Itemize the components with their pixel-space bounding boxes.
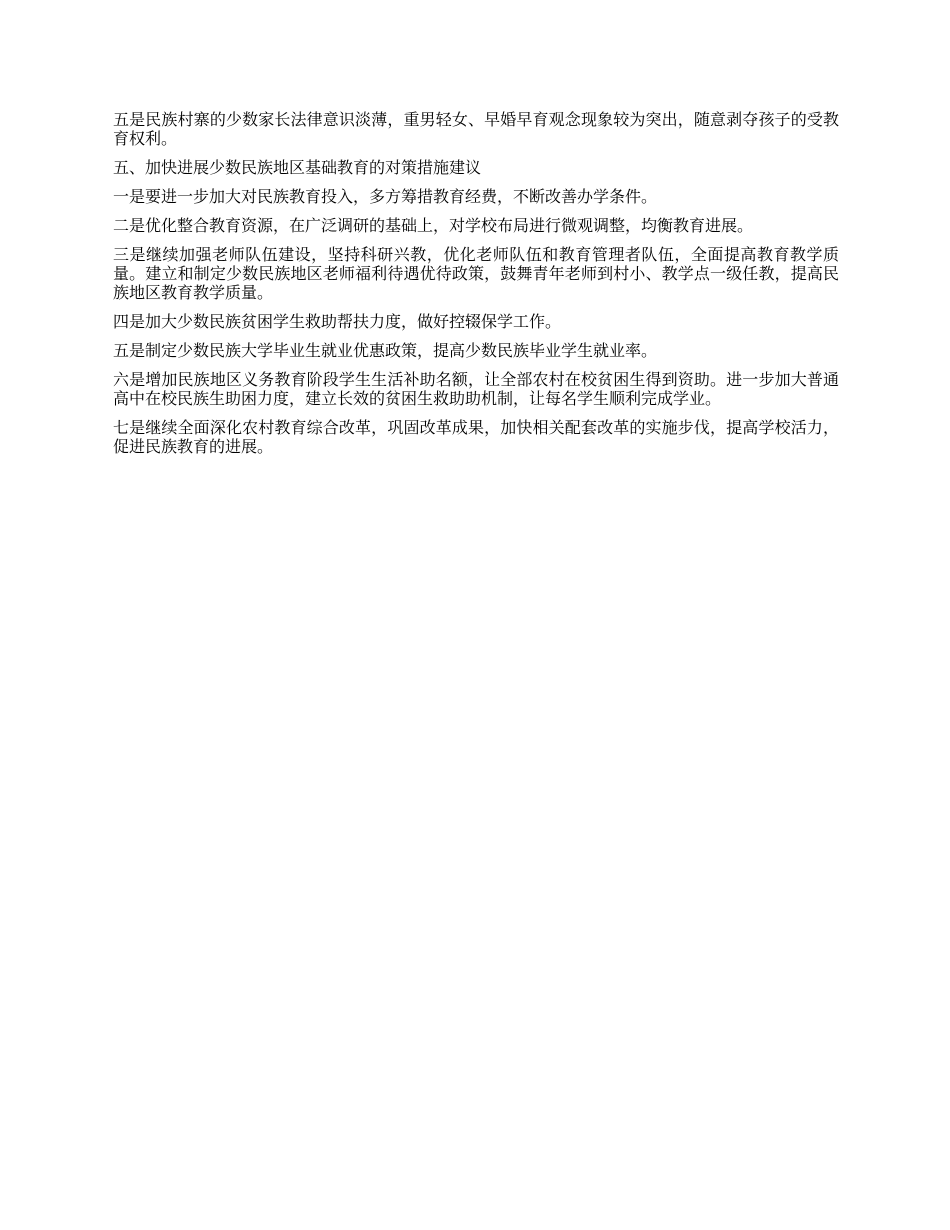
paragraph-graduate-employment: 五是制定少数民族大学毕业生就业优惠政策，提高少数民族毕业学生就业率。 [113, 341, 658, 360]
paragraph-poor-student-aid: 四是加大少数民族贫困学生救助帮扶力度，做好控辍保学工作。 [113, 312, 562, 331]
document-body [113, 110, 839, 466]
section-heading-countermeasures: 五、加快进展少数民族地区基础教育的对策措施建议 [113, 158, 482, 177]
paragraph-parental-awareness: 五是民族村寨的少数家长法律意识淡薄，重男轻女、早婚早育观念现象较为突出，随意剥夺孩子的受教育权利。 [113, 110, 839, 148]
paragraph-teacher-team: 三是继续加强老师队伍建设，坚持科研兴教，优化老师队伍和教育管理者队伍，全面提高教育教学质量。建立和制定少数民族地区老师福利待遇优待政策，鼓舞青年老师到村小、教学点一级任教，提高民族地区教育教学质量。 [113, 245, 839, 302]
paragraph-increase-investment: 一是要进一步加大对民族教育投入，多方筹措教育经费，不断改善办学条件。 [113, 187, 658, 206]
paragraph-optimize-resources: 二是优化整合教育资源，在广泛调研的基础上，对学校布局进行微观调整，均衡教育进展。 [113, 216, 754, 235]
paragraph-living-subsidy: 六是增加民族地区义务教育阶段学生生活补助名额，让全部农村在校贫困生得到资助。进一步加大普通高中在校民族生助困力度，建立长效的贫困生救助助机制，让每名学生顺利完成学业。 [113, 370, 839, 408]
paragraph-deepen-reform: 七是继续全面深化农村教育综合改革，巩固改革成果，加快相关配套改革的实施步伐，提高学校活力，促进民族教育的进展。 [113, 418, 839, 456]
